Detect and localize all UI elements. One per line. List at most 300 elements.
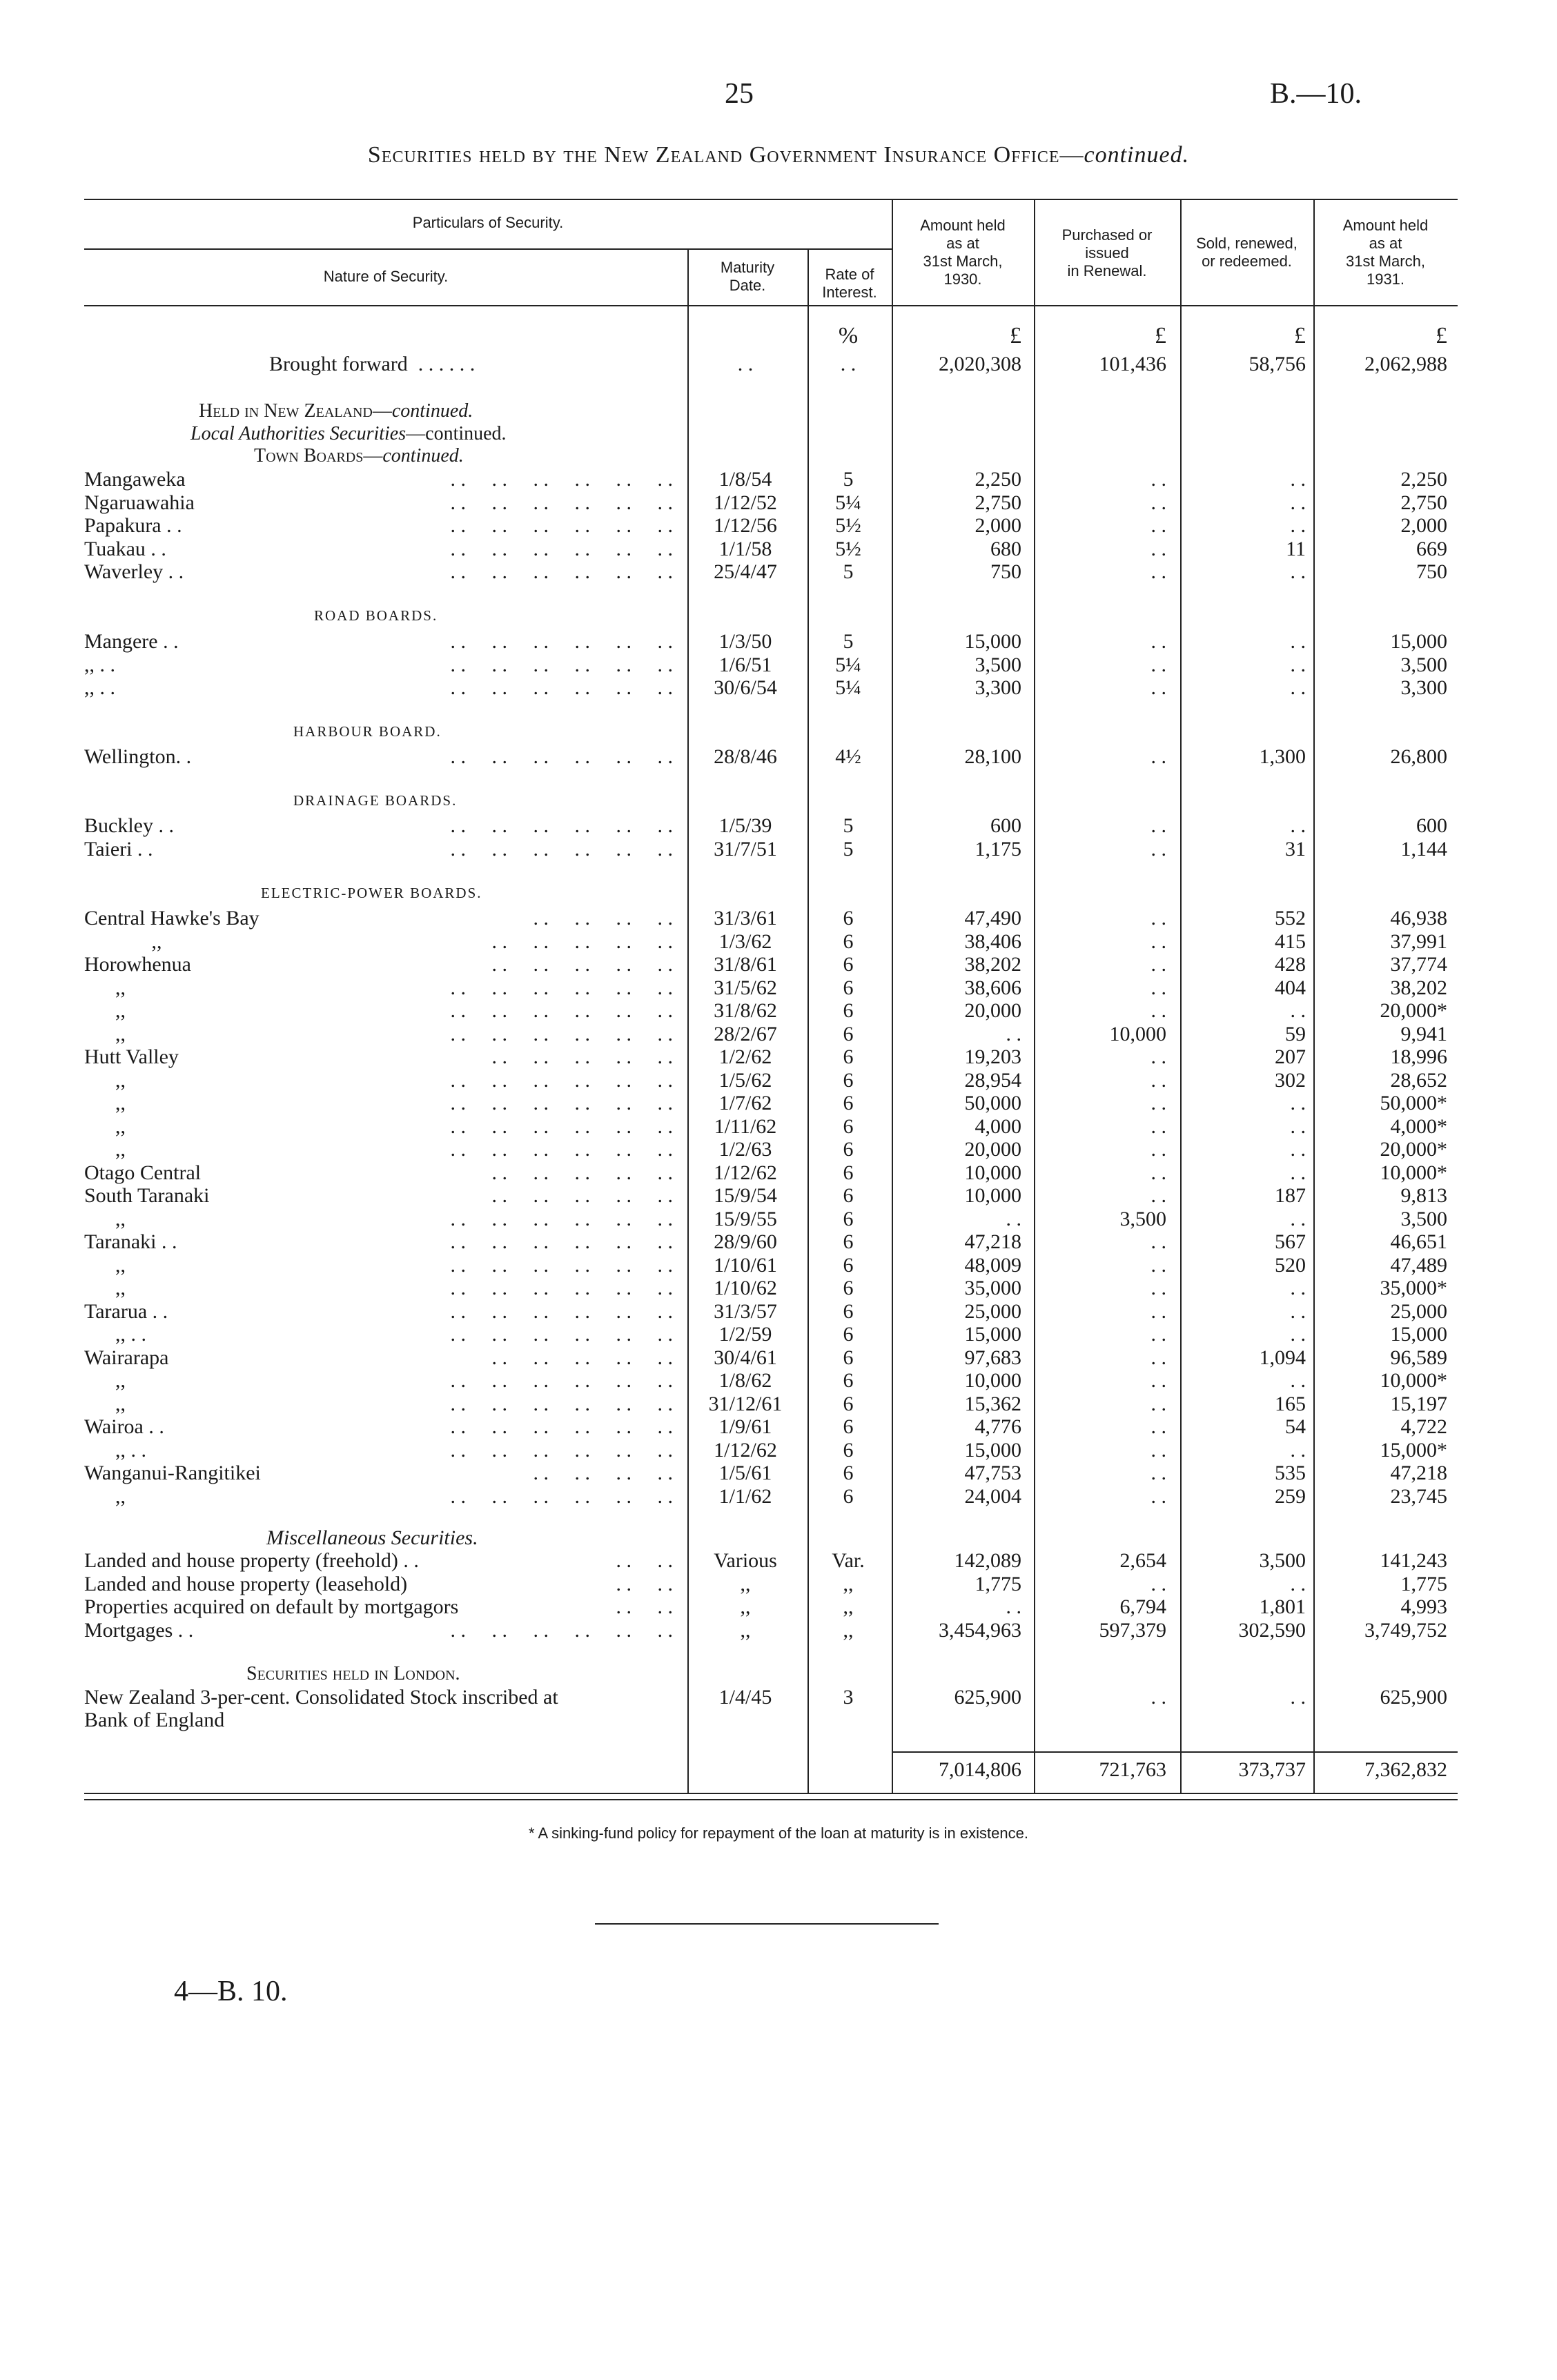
leader-dots: . . . . . . . . . .	[491, 953, 673, 976]
cell-amount-1930: 1,775	[975, 1573, 1021, 1595]
cell-maturity: 1/12/56	[714, 514, 777, 537]
cell-sold: . .	[1290, 1300, 1306, 1323]
cell-rate: 6	[843, 1208, 854, 1230]
heading-drainage-boards: DRAINAGE BOARDS.	[293, 792, 458, 809]
cell-amount-1931: 750	[1416, 560, 1447, 583]
brought-forward-purchased: 101,436	[1099, 353, 1166, 375]
cell-amount-1930: 28,100	[964, 745, 1021, 768]
unit-sold: £	[1294, 323, 1306, 348]
cell-purchased: . .	[1150, 1254, 1166, 1277]
brought-forward-amount-1930: 2,020,308	[939, 353, 1021, 375]
cell-maturity: 1/11/62	[714, 1115, 777, 1138]
leader-dots: . . . . . . . . . . . .	[450, 999, 673, 1022]
cell-maturity: 31/8/61	[714, 953, 777, 976]
cell-rate: 6	[843, 1115, 854, 1138]
cell-rate: 5½	[835, 514, 861, 537]
cell-purchased: . .	[1150, 1161, 1166, 1184]
cell-maturity: 31/7/51	[714, 838, 777, 860]
table-row	[0, 491, 1557, 514]
header-nature: Nature of Security.	[323, 268, 449, 285]
cell-rate: 6	[843, 999, 854, 1022]
cell-purchased: . .	[1150, 1323, 1166, 1346]
security-name: ,,	[84, 999, 126, 1022]
cell-sold: . .	[1290, 560, 1306, 583]
table-row	[0, 907, 1557, 930]
table-row	[0, 976, 1557, 999]
cell-amount-1931: 3,500	[1400, 1208, 1447, 1230]
security-name: Properties acquired on default by mortgagors	[84, 1595, 459, 1618]
cell-amount-1931: 10,000*	[1380, 1161, 1447, 1184]
leader-dots: . . . . . . . . . . . .	[450, 838, 673, 860]
header-maturity-line: Date.	[729, 277, 766, 294]
cell-purchased: . .	[1150, 1045, 1166, 1068]
cell-amount-1931: 20,000*	[1380, 1138, 1447, 1161]
cell-purchased: . .	[1150, 1277, 1166, 1299]
cell-purchased: 2,654	[1119, 1549, 1166, 1572]
cell-amount-1931: 3,300	[1400, 676, 1447, 699]
leader-dots: . . . . . . . . . . . .	[450, 1300, 673, 1323]
totals-row	[0, 1758, 1557, 1781]
leader-dots: . . . . . . . . . . . .	[450, 491, 673, 514]
security-name: Landed and house property (freehold) . .	[84, 1549, 419, 1572]
cell-amount-1931: 15,197	[1390, 1393, 1447, 1415]
table-row	[0, 1619, 1557, 1642]
table-row	[0, 630, 1557, 653]
cell-amount-1931: 37,991	[1390, 930, 1447, 953]
leader-dots: . . . . . . . . . . . .	[450, 560, 673, 583]
cell-maturity: 15/9/54	[714, 1184, 777, 1207]
cell-amount-1931: 37,774	[1390, 953, 1447, 976]
cell-purchased: . .	[1150, 1439, 1166, 1462]
cell-amount-1930: 2,250	[975, 468, 1021, 491]
cell-amount-1930: 10,000	[964, 1161, 1021, 1184]
security-name: Taranaki . .	[84, 1230, 177, 1253]
header-rate-line: Interest.	[822, 284, 877, 301]
cell-purchased: . .	[1150, 930, 1166, 953]
cell-maturity: 31/5/62	[714, 976, 777, 999]
table-row	[0, 1184, 1557, 1207]
table-row	[0, 538, 1557, 560]
cell-purchased: 3,500	[1119, 1208, 1166, 1230]
cell-amount-1931: 2,250	[1400, 468, 1447, 491]
security-name: Wairoa . .	[84, 1415, 164, 1438]
leader-dots: . . . . . . . . . . . .	[450, 1138, 673, 1161]
cell-rate: 5	[843, 630, 854, 653]
cell-rate: Var.	[832, 1549, 865, 1572]
cell-maturity: 28/8/46	[714, 745, 777, 768]
security-name: ,,	[84, 1069, 126, 1092]
table-row	[0, 1092, 1557, 1114]
cell-maturity: 1/2/63	[718, 1138, 772, 1161]
cell-purchased: . .	[1150, 1300, 1166, 1323]
leader-dots: . . . . . . . . . . . .	[450, 1415, 673, 1438]
table-row	[0, 1369, 1557, 1392]
table-row	[0, 1277, 1557, 1299]
security-name: ,,	[84, 930, 162, 953]
cell-amount-1930: 3,500	[975, 653, 1021, 676]
cell-amount-1931: 23,745	[1390, 1485, 1447, 1508]
cell-rate: 6	[843, 1300, 854, 1323]
security-name: ,, . .	[84, 1439, 146, 1462]
cell-purchased: . .	[1150, 1115, 1166, 1138]
cell-purchased: . .	[1150, 1069, 1166, 1092]
security-name: Central Hawke's Bay	[84, 907, 260, 930]
cell-amount-1931: 35,000*	[1380, 1277, 1447, 1299]
cell-maturity: 25/4/47	[714, 560, 777, 583]
table-row	[0, 999, 1557, 1022]
security-name: ,, . .	[84, 1323, 146, 1346]
cell-sold: 59	[1285, 1023, 1306, 1045]
cell-rate: 6	[843, 1023, 854, 1045]
leader-dots: . . . .	[616, 1573, 673, 1595]
heading-town-boards: Town Boards—continued.	[254, 445, 464, 466]
cell-maturity: 1/7/62	[718, 1092, 772, 1114]
heading-london: Securities held in London.	[246, 1663, 460, 1684]
heading-held-nz: Held in New Zealand—continued.	[199, 400, 473, 422]
cell-amount-1931: 46,651	[1390, 1230, 1447, 1253]
cell-rate: 6	[843, 1092, 854, 1114]
leader-dots: . . . . . . . . . .	[491, 1184, 673, 1207]
cell-maturity: 1/10/62	[714, 1277, 777, 1299]
cell-sold: . .	[1290, 514, 1306, 537]
cell-amount-1930: 97,683	[964, 1346, 1021, 1369]
cell-rate: 6	[843, 1415, 854, 1438]
total-purchased: 721,763	[1099, 1758, 1166, 1781]
cell-maturity: 1/10/61	[714, 1254, 777, 1277]
unit-rate: %	[838, 323, 859, 348]
cell-maturity: 28/2/67	[714, 1023, 777, 1045]
london-row	[0, 1686, 1557, 1709]
header-purchased-line: issued	[1085, 244, 1129, 262]
cell-amount-1930: 15,000	[964, 630, 1021, 653]
cell-sold: . .	[1290, 814, 1306, 837]
cell-rate: 6	[843, 1323, 854, 1346]
leader-dots: . . . . . . . . . .	[491, 930, 673, 953]
cell-amount-1931: 4,000*	[1390, 1115, 1447, 1138]
cell-maturity: 1/6/51	[718, 653, 772, 676]
cell-rate: 6	[843, 1369, 854, 1392]
cell-maturity: 1/8/62	[718, 1369, 772, 1392]
leader-dots: . . . . . . . . . .	[491, 1346, 673, 1369]
security-name: Wellington. .	[84, 745, 192, 768]
cell-rate: 6	[843, 1462, 854, 1484]
leader-dots: . . . . . . . . . . . .	[450, 1619, 673, 1642]
table-row	[0, 745, 1557, 768]
cell-amount-1931: 3,749,752	[1364, 1619, 1447, 1642]
cell-maturity: ,,	[740, 1619, 751, 1642]
cell-maturity: 30/6/54	[714, 676, 777, 699]
leader-dots: . . . . . . . . . . . .	[450, 1393, 673, 1415]
cell-purchased: . .	[1150, 953, 1166, 976]
leader-dots: . . . . . . . . . . . .	[450, 1230, 673, 1253]
cell-amount-1931: 46,938	[1390, 907, 1447, 930]
cell-maturity: 1/5/62	[718, 1069, 772, 1092]
cell-amount-1930: 3,454,963	[939, 1619, 1021, 1642]
security-name: ,,	[84, 1485, 126, 1508]
cell-sold: 552	[1275, 907, 1306, 930]
cell-amount-1930: 48,009	[964, 1254, 1021, 1277]
cell-amount-1930: 47,218	[964, 1230, 1021, 1253]
leader-dots: . . . . . . . . . . . .	[450, 1115, 673, 1138]
cell-sold: 11	[1286, 538, 1306, 560]
leader-dots: . . . . . . . .	[533, 1462, 673, 1484]
leader-dots: . . . . . . . . . . . .	[450, 1323, 673, 1346]
heading-road-boards: ROAD BOARDS.	[314, 607, 438, 624]
brought-forward-sold: 58,756	[1248, 353, 1306, 375]
cell-purchased: . .	[1150, 1462, 1166, 1484]
cell-amount-1931: 141,243	[1380, 1549, 1447, 1572]
security-name: South Taranaki	[84, 1184, 210, 1207]
heading-local-authorities: Local Authorities Securities—continued.	[190, 423, 507, 444]
unit-amount-1931: £	[1436, 323, 1447, 348]
cell-amount-1931: 18,996	[1390, 1045, 1447, 1068]
cell-maturity: 1/9/61	[718, 1415, 772, 1438]
security-name: Waverley . .	[84, 560, 184, 583]
table-row	[0, 1254, 1557, 1277]
cell-maturity: 1/12/62	[714, 1161, 777, 1184]
table-row	[0, 1161, 1557, 1184]
cell-sold: . .	[1290, 1208, 1306, 1230]
cell-rate: 6	[843, 1254, 854, 1277]
cell-amount-1930: 28,954	[964, 1069, 1021, 1092]
cell-rate: 5¼	[835, 491, 861, 514]
security-name: Taieri . .	[84, 838, 153, 860]
table-row	[0, 1300, 1557, 1323]
security-name: ,,	[84, 1023, 126, 1045]
table-row	[0, 1138, 1557, 1161]
header-amount-1930-line: as at	[946, 235, 979, 252]
cell-rate: 5	[843, 468, 854, 491]
cell-amount-1930: 20,000	[964, 1138, 1021, 1161]
cell-purchased: . .	[1150, 1184, 1166, 1207]
security-name: ,,	[84, 1254, 126, 1277]
leader-dots: . . . . . . . .	[533, 907, 673, 930]
london-sold: . .	[1290, 1686, 1306, 1709]
security-name: ,,	[84, 1092, 126, 1114]
cell-sold: 1,801	[1259, 1595, 1306, 1618]
table-row	[0, 676, 1557, 699]
total-amount-1931: 7,362,832	[1364, 1758, 1447, 1781]
cell-purchased: . .	[1150, 560, 1166, 583]
security-name: ,,	[84, 1277, 126, 1299]
cell-sold: . .	[1290, 1573, 1306, 1595]
cell-amount-1930: 750	[990, 560, 1021, 583]
table-row	[0, 1573, 1557, 1595]
cell-maturity: Various	[714, 1549, 777, 1572]
cell-amount-1930: . .	[1006, 1208, 1021, 1230]
cell-amount-1930: 38,202	[964, 953, 1021, 976]
header-particulars: Particulars of Security.	[412, 214, 564, 231]
cell-purchased: . .	[1150, 1230, 1166, 1253]
cell-sold: 187	[1275, 1184, 1306, 1207]
cell-rate: ,,	[843, 1573, 854, 1595]
cell-rate: 5	[843, 560, 854, 583]
cell-sold: . .	[1290, 491, 1306, 514]
security-name: Hutt Valley	[84, 1045, 179, 1068]
header-sold-line: or redeemed.	[1202, 253, 1292, 270]
header-amount-1931-line: 1931.	[1366, 271, 1405, 288]
security-name: Mangere . .	[84, 630, 179, 653]
cell-amount-1930: 10,000	[964, 1369, 1021, 1392]
table-row	[0, 814, 1557, 837]
cell-sold: 520	[1275, 1254, 1306, 1277]
security-name: Buckley . .	[84, 814, 174, 837]
cell-purchased: . .	[1150, 653, 1166, 676]
table-row	[0, 1462, 1557, 1484]
cell-purchased: . .	[1150, 676, 1166, 699]
security-name: Wairarapa	[84, 1346, 169, 1369]
cell-maturity: 1/3/50	[718, 630, 772, 653]
cell-rate: 6	[843, 1161, 854, 1184]
unit-purchased: £	[1155, 323, 1166, 348]
header-amount-1930-line: Amount held	[920, 217, 1006, 234]
leader-dots: . . . .	[616, 1595, 673, 1618]
header-rate-line: Rate of	[825, 266, 874, 283]
cell-purchased: . .	[1150, 630, 1166, 653]
cell-amount-1930: 680	[990, 538, 1021, 560]
cell-rate: 6	[843, 1184, 854, 1207]
cell-amount-1930: 47,490	[964, 907, 1021, 930]
london-maturity: 1/4/45	[718, 1686, 772, 1709]
leader-dots: . . . . . . . . . . . .	[450, 814, 673, 837]
cell-amount-1931: 25,000	[1390, 1300, 1447, 1323]
footnote: * A sinking-fund policy for repayment of the loan at maturity is in existence.	[529, 1825, 1028, 1842]
cell-amount-1930: 4,000	[975, 1115, 1021, 1138]
cell-purchased: . .	[1150, 814, 1166, 837]
cell-sold: 535	[1275, 1462, 1306, 1484]
cell-sold: . .	[1290, 1277, 1306, 1299]
brought-forward-amount-1931: 2,062,988	[1364, 353, 1447, 375]
table-row	[0, 953, 1557, 976]
cell-amount-1931: 50,000*	[1380, 1092, 1447, 1114]
leader-dots: . . . . . . . . . . . .	[450, 1092, 673, 1114]
cell-sold: . .	[1290, 1439, 1306, 1462]
cell-sold: . .	[1290, 999, 1306, 1022]
cell-maturity: 31/8/62	[714, 999, 777, 1022]
cell-rate: 6	[843, 1045, 854, 1068]
leader-dots: . . . . . . . . . . . .	[450, 1023, 673, 1045]
cell-purchased: . .	[1150, 745, 1166, 768]
cell-sold: 404	[1275, 976, 1306, 999]
security-name: ,,	[84, 1393, 126, 1415]
leader-dots: . . . .	[616, 1549, 673, 1572]
london-amount-1930: 625,900	[954, 1686, 1021, 1709]
cell-sold: 207	[1275, 1045, 1306, 1068]
cell-sold: . .	[1290, 1369, 1306, 1392]
cell-maturity: ,,	[740, 1573, 751, 1595]
cell-maturity: 28/9/60	[714, 1230, 777, 1253]
cell-purchased: . .	[1150, 999, 1166, 1022]
cell-amount-1931: 26,800	[1390, 745, 1447, 768]
leader-dots: . . . . . . . . . . . .	[450, 745, 673, 768]
cell-rate: 6	[843, 930, 854, 953]
cell-amount-1931: 2,000	[1400, 514, 1447, 537]
london-purchased: . .	[1150, 1686, 1166, 1709]
cell-amount-1931: 4,722	[1400, 1415, 1447, 1438]
security-name: Tararua . .	[84, 1300, 168, 1323]
table-row	[0, 560, 1557, 583]
leader-dots: . . . . . . . . . . . .	[450, 1069, 673, 1092]
cell-amount-1930: 1,175	[975, 838, 1021, 860]
header-purchased-line: in Renewal.	[1067, 262, 1147, 279]
heading-misc-securities: Miscellaneous Securities.	[266, 1526, 478, 1549]
cell-rate: 6	[843, 1485, 854, 1508]
leader-dots: . . . . . . . . . . . .	[450, 676, 673, 699]
header-amount-1930-line: 31st March,	[923, 253, 1003, 270]
cell-purchased: . .	[1150, 468, 1166, 491]
cell-amount-1930: 25,000	[964, 1300, 1021, 1323]
cell-purchased: . .	[1150, 838, 1166, 860]
cell-amount-1931: 15,000*	[1380, 1439, 1447, 1462]
cell-amount-1930: 20,000	[964, 999, 1021, 1022]
cell-purchased: 6,794	[1119, 1595, 1166, 1618]
cell-maturity: 1/12/52	[714, 491, 777, 514]
cell-amount-1930: . .	[1006, 1595, 1021, 1618]
total-amount-1930: 7,014,806	[939, 1758, 1021, 1781]
cell-amount-1930: . .	[1006, 1023, 1021, 1045]
cell-maturity: ,,	[740, 1595, 751, 1618]
security-name: Landed and house property (leasehold)	[84, 1573, 408, 1595]
cell-amount-1930: 19,203	[964, 1045, 1021, 1068]
cell-sold: . .	[1290, 1161, 1306, 1184]
table-row	[0, 1115, 1557, 1138]
header-purchased-line: Purchased or	[1061, 226, 1153, 244]
security-name: Tuakau . .	[84, 538, 166, 560]
cell-maturity: 30/4/61	[714, 1346, 777, 1369]
cell-amount-1931: 9,813	[1400, 1184, 1447, 1207]
security-name: ,, . .	[84, 653, 115, 676]
brought-forward-maturity: . .	[737, 353, 754, 375]
cell-sold: 302,590	[1238, 1619, 1306, 1642]
leader-dots: . . . . . . . . . . . .	[450, 976, 673, 999]
security-name: Horowhenua	[84, 953, 191, 976]
cell-amount-1931: 15,000	[1390, 1323, 1447, 1346]
leader-dots: . . . . . . . . . . . .	[450, 1208, 673, 1230]
table-row	[0, 1069, 1557, 1092]
header-amount-1930-line: 1930.	[943, 271, 982, 288]
cell-maturity: 1/2/62	[718, 1045, 772, 1068]
cell-amount-1930: 4,776	[975, 1415, 1021, 1438]
cell-maturity: 31/3/57	[714, 1300, 777, 1323]
header-amount-1931-line: Amount held	[1342, 217, 1429, 234]
cell-amount-1931: 3,500	[1400, 653, 1447, 676]
security-name: ,,	[84, 1115, 126, 1138]
cell-maturity: 1/5/39	[718, 814, 772, 837]
header-amount-1931-line: as at	[1369, 235, 1402, 252]
table-row	[0, 1415, 1557, 1438]
table-row	[0, 1549, 1557, 1572]
cell-rate: 6	[843, 976, 854, 999]
cell-purchased: . .	[1150, 1393, 1166, 1415]
security-name: Wanganui-Rangitikei	[84, 1462, 261, 1484]
cell-sold: . .	[1290, 1138, 1306, 1161]
cell-amount-1931: 1,775	[1400, 1573, 1447, 1595]
cell-purchased: . .	[1150, 1369, 1166, 1392]
security-name: ,,	[84, 1369, 126, 1392]
cell-amount-1930: 2,750	[975, 491, 1021, 514]
heading-harbour-board: HARBOUR BOARD.	[293, 723, 442, 740]
cell-amount-1931: 10,000*	[1380, 1369, 1447, 1392]
security-name: Mangaweka	[84, 468, 186, 491]
table-row	[0, 1595, 1557, 1618]
cell-rate: 6	[843, 953, 854, 976]
cell-sold: 415	[1275, 930, 1306, 953]
leader-dots: . . . . . . . . . .	[491, 1161, 673, 1184]
cell-amount-1930: 24,004	[964, 1485, 1021, 1508]
table-row	[0, 1023, 1557, 1045]
cell-amount-1930: 15,000	[964, 1323, 1021, 1346]
cell-rate: 5¼	[835, 676, 861, 699]
